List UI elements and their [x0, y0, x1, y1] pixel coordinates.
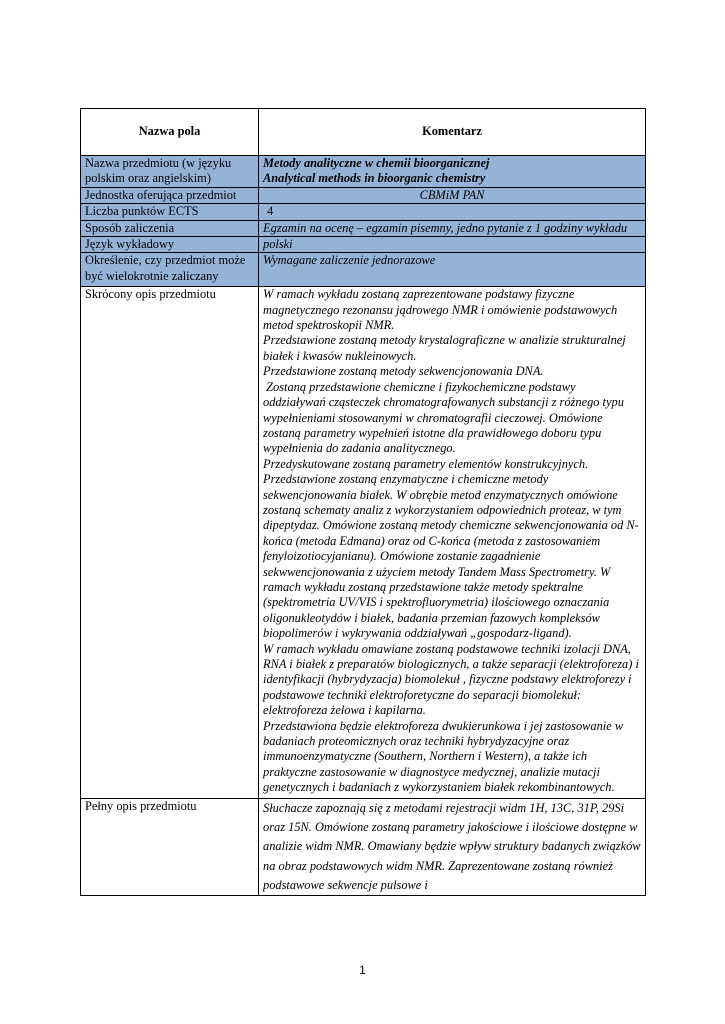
- page-number: 1: [359, 963, 366, 977]
- header-row: [81, 109, 646, 156]
- assessment-label: Sposób zaliczenia: [81, 220, 259, 236]
- course-name-value: [259, 156, 646, 188]
- assessment-value: Egzamin na ocenę – egzamin pisemny, jedno pytanie z 1 godziny wykładu: [259, 220, 646, 236]
- course-table: [80, 108, 646, 896]
- header-field-name: Nazwa pola: [81, 109, 259, 156]
- short-desc-paragraph: Przedyskutowane zostaną parametry elementów konstrukcyjnych.: [263, 456, 589, 471]
- course-name-en: Analytical methods in bioorganic chemistry: [263, 171, 486, 186]
- short-desc-value: [259, 287, 646, 798]
- header-comment: Komentarz: [259, 109, 646, 156]
- row-short-description: [81, 287, 646, 798]
- short-desc-paragraph: W ramach wykładu zostaną zaprezentowane podstawy fizyczne magnetycznego rezonansu jądrowego NMR i omówienie podstawowych metod spektroskopii NMR.: [263, 287, 618, 333]
- repeat-label: Określenie, czy przedmiot może być wielokrotnie zaliczany: [81, 253, 259, 287]
- short-desc-paragraph: Przedstawione zostaną metody krystalograficzne w analizie strukturalnej białek i kwasów nukleinowych.: [263, 333, 626, 363]
- row-course-name: [81, 156, 646, 188]
- ects-label: Liczba punktów ECTS: [81, 204, 259, 220]
- row-assessment: [81, 220, 646, 236]
- short-desc-label: Skrócony opis przedmiotu: [81, 287, 259, 798]
- full-desc-label: Pełny opis przedmiotu: [81, 798, 259, 895]
- unit-value: CBMiM PAN: [259, 187, 646, 203]
- row-language: [81, 237, 646, 253]
- repeat-value: Wymagane zaliczenie jednorazowe: [259, 253, 646, 287]
- course-name-label: Nazwa przedmiotu (w języku polskim oraz angielskim): [81, 156, 259, 188]
- full-desc-value: Słuchacze zapoznają się z metodami rejestracji widm 1H, 13C, 31P, 29Si oraz 15N. Omówione zostaną parametry jakościowe i ilościowe dostępne w analizie widm NMR. Omawiany będzie wpływ struktury badanych związków na obraz podstawowych widm NMR. Zaprezentowane zostaną również podstawowe sekwencje pulsowe i: [259, 798, 646, 895]
- ects-value: 4: [259, 204, 646, 220]
- row-unit: [81, 187, 646, 203]
- short-desc-paragraph: Przedstawione zostaną enzymatyczne i chemiczne metody sekwencjonowania białek. W obrębie metod enzymatycznych omówione zostaną schematy analiz z wykorzystaniem odpowiednich proteaz, w tym dipeptydaz. Omówione zostaną metody chemiczne sekwencjonowania od N-końca (metoda Edmana) oraz od C-końca (metoda z zastosowaniem fenyloizotiocyjanianu). Omówione zostanie zagadnienie sekwwencjonowania z użyciem metody Tandem Mass Spectrometry. W ramach wykładu zostaną przedstawione także metody spektralne (spektrometria UV/VIS i spektrofluorymetria) ilościowego oznaczania oligonukleotydów i białek, badania przemian fazowych kompleksów biopolimerów i wykrywania oddziaływań „gospodarz-ligand).: [263, 472, 639, 641]
- short-desc-paragraph: Przedstawiona będzie elektroforeza dwukierunkowa i jej zastosowanie w badaniach proteomicznych oraz techniki hybrydyzacyjne oraz immunoenzymatyczne (Southern, Northern i Western), a także ich praktyczne zastosowanie w diagnostyce medycznej, analizie mutacji genetycznych i badaniach z wykorzystaniem białek rekombinantowych.: [263, 718, 624, 795]
- short-desc-paragraph: Przedstawione zostaną metody sekwencjonowania DNA.: [263, 364, 544, 379]
- course-name-pl: Metody analityczne w chemii bioorganicznej: [263, 156, 490, 170]
- language-label: Język wykładowy: [81, 237, 259, 253]
- language-value: polski: [259, 237, 646, 253]
- row-repeat: [81, 253, 646, 287]
- row-full-description: [81, 798, 646, 895]
- row-ects: [81, 204, 646, 220]
- short-desc-paragraph: W ramach wykładu omawiane zostaną podstawowe techniki izolacji DNA, RNA i białek z preparatów biologicznych, a także separacji (elektroforeza) i identyfikacji (hybrydyzacja) biomolekuł , fizyczne podstawy elektroforezy i podstawowe techniki elektroforetyczne do separacji biomolekuł: elektroforeza żelowa i kapilarna.: [263, 641, 639, 718]
- unit-label: Jednostka oferująca przedmiot: [81, 187, 259, 203]
- short-desc-paragraph: Zostaną przedstawione chemiczne i fizykochemiczne podstawy oddziaływań cząsteczek chromatografowanych substancji z różnego typu wypełnieniami stosowanymi w chromatografii cieczowej. Omówione zostaną parametry wypełnień istotne dla prawidłowego doboru typu wypełnienia do zadania analitycznego.: [263, 379, 628, 456]
